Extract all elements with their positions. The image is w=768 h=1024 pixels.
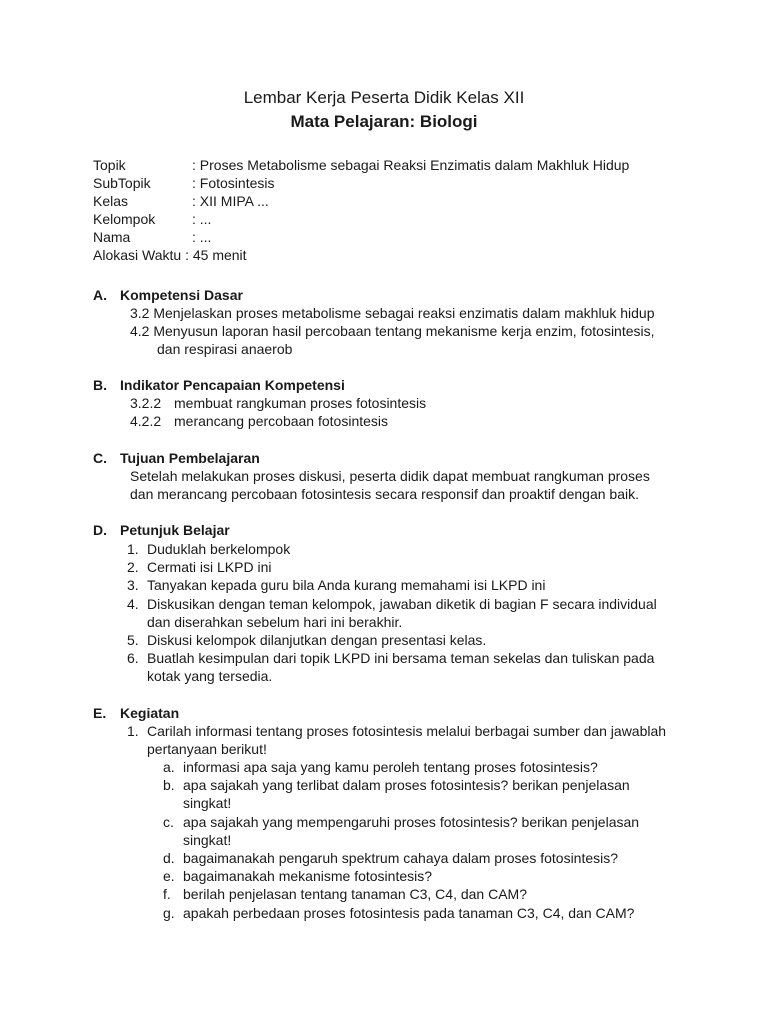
list-number: 4. [127, 596, 139, 612]
list-text: Tanyakan kepada guru bila Anda kurang memahami isi LKPD ini [147, 577, 546, 593]
question-item [163, 885, 527, 903]
section-letter: C. [93, 450, 107, 466]
meta-value: : ... [192, 229, 212, 245]
question-item [163, 849, 618, 867]
question-letter: c. [163, 814, 174, 830]
question-text: bagaimanakah mekanisme fotosintesis? [183, 868, 433, 884]
list-item [127, 631, 486, 649]
meta-value: : ... [192, 211, 212, 227]
document-title: Lembar Kerja Peserta Didik Kelas XII [243, 88, 525, 107]
question-letter: d. [163, 850, 175, 866]
list-item [127, 558, 271, 576]
list-text: Cermati isi LKPD ini [147, 559, 272, 575]
meta-label: SubTopik [93, 175, 151, 191]
indicator-item [130, 394, 426, 412]
meta-block [93, 156, 629, 264]
question-letter: g. [163, 905, 175, 921]
list-item [127, 649, 654, 667]
list-item [127, 576, 545, 594]
list-item [127, 540, 290, 558]
indicator-item [130, 412, 388, 430]
meta-row-alokasi-waktu [93, 246, 629, 264]
meta-value: : XII MIPA ... [192, 193, 269, 209]
question-text-cont: singkat! [183, 795, 232, 811]
list-number: 1. [127, 541, 139, 557]
question-letter: a. [163, 759, 175, 775]
list-text: Duduklah berkelompok [147, 541, 291, 557]
question-text: apakah perbedaan proses fotosintesis pada tanaman C3, C4, dan CAM? [183, 905, 635, 921]
list-item [127, 595, 657, 613]
question-item [163, 776, 630, 794]
list-number: 1. [127, 723, 139, 739]
question-item [163, 904, 634, 922]
list-text-cont: dan diserahkan sebelum hari ini berakhir. [147, 614, 403, 630]
section-title: Indikator Pencapaian Kompetensi [120, 377, 345, 393]
section-letter: B. [93, 377, 107, 393]
question-text: berilah penjelasan tentang tanaman C3, C4, dan CAM? [183, 886, 527, 902]
indicator-number: 3.2.2 [130, 395, 162, 411]
question-letter: e. [163, 868, 175, 884]
question-text: apa sajakah yang terlibat dalam proses fotosintesis? berikan penjelasan [183, 777, 630, 793]
section-letter: E. [93, 705, 107, 721]
document-subtitle: Mata Pelajaran: Biologi [290, 112, 478, 131]
section-title: Kompetensi Dasar [120, 287, 243, 303]
competency-4-2-cont: dan respirasi anaerob [157, 341, 293, 357]
indicator-text: merancang percobaan fotosintesis [174, 413, 389, 429]
question-text: apa sajakah yang mempengaruhi proses fotosintesis? berikan penjelasan [183, 814, 640, 830]
list-text: Diskusi kelompok dilanjutkan dengan presentasi kelas. [147, 632, 487, 648]
objective-text-line: Setelah melakukan proses diskusi, peserta didik dapat membuat rangkuman proses [130, 468, 650, 484]
meta-value: : Fotosintesis [192, 175, 275, 191]
section-b-heading [93, 376, 345, 394]
meta-row-topik [93, 156, 629, 174]
section-letter: A. [93, 287, 107, 303]
activity-item [127, 722, 666, 740]
section-a-heading [93, 286, 243, 304]
meta-label: Alokasi Waktu [93, 247, 182, 263]
question-text: informasi apa saja yang kamu peroleh tentang proses fotosintesis? [183, 759, 598, 775]
meta-label: Kelompok [93, 211, 156, 227]
meta-label: Kelas [93, 193, 129, 209]
list-number: 6. [127, 650, 139, 666]
list-text-cont: kotak yang tersedia. [147, 668, 273, 684]
list-text: Buatlah kesimpulan dari topik LKPD ini bersama teman sekelas dan tuliskan pada [147, 650, 655, 666]
question-item [163, 813, 639, 831]
section-title: Tujuan Pembelajaran [120, 450, 260, 466]
list-number: 2. [127, 559, 139, 575]
question-letter: f. [163, 886, 171, 902]
question-text-cont: singkat! [183, 832, 232, 848]
section-e-heading [93, 704, 179, 722]
section-title: Petunjuk Belajar [120, 522, 230, 538]
indicator-number: 4.2.2 [130, 413, 162, 429]
section-title: Kegiatan [120, 705, 180, 721]
meta-row-kelompok [93, 210, 629, 228]
list-text: Carilah informasi tentang proses fotosintesis melalui berbagai sumber dan jawablah [147, 723, 667, 739]
question-item [163, 867, 432, 885]
meta-row-subtopik [93, 174, 629, 192]
question-letter: b. [163, 777, 175, 793]
competency-3-2: 3.2 Menjelaskan proses metabolisme sebagai reaksi enzimatis dalam makhluk hidup [130, 305, 655, 321]
list-text-cont: pertanyaan berikut! [147, 741, 267, 757]
list-number: 5. [127, 632, 139, 648]
objective-text-line: dan merancang percobaan fotosintesis secara responsif dan proaktif dengan baik. [130, 486, 639, 502]
section-d-heading [93, 521, 230, 539]
competency-4-2: 4.2 Menyusun laporan hasil percobaan tentang mekanisme kerja enzim, fotosintesis, [130, 323, 655, 339]
meta-value: : 45 menit [185, 247, 247, 263]
question-text: bagaimanakah pengaruh spektrum cahaya dalam proses fotosintesis? [183, 850, 619, 866]
meta-label: Topik [93, 157, 126, 173]
meta-label: Nama [93, 229, 131, 245]
indicator-text: membuat rangkuman proses fotosintesis [174, 395, 427, 411]
meta-value: : Proses Metabolisme sebagai Reaksi Enzimatis dalam Makhluk Hidup [192, 157, 630, 173]
list-number: 3. [127, 577, 139, 593]
question-item [163, 758, 598, 776]
list-text: Diskusikan dengan teman kelompok, jawaban diketik di bagian F secara individual [147, 596, 657, 612]
meta-row-kelas [93, 192, 629, 210]
meta-row-nama [93, 228, 629, 246]
section-letter: D. [93, 522, 107, 538]
section-c-heading [93, 449, 260, 467]
